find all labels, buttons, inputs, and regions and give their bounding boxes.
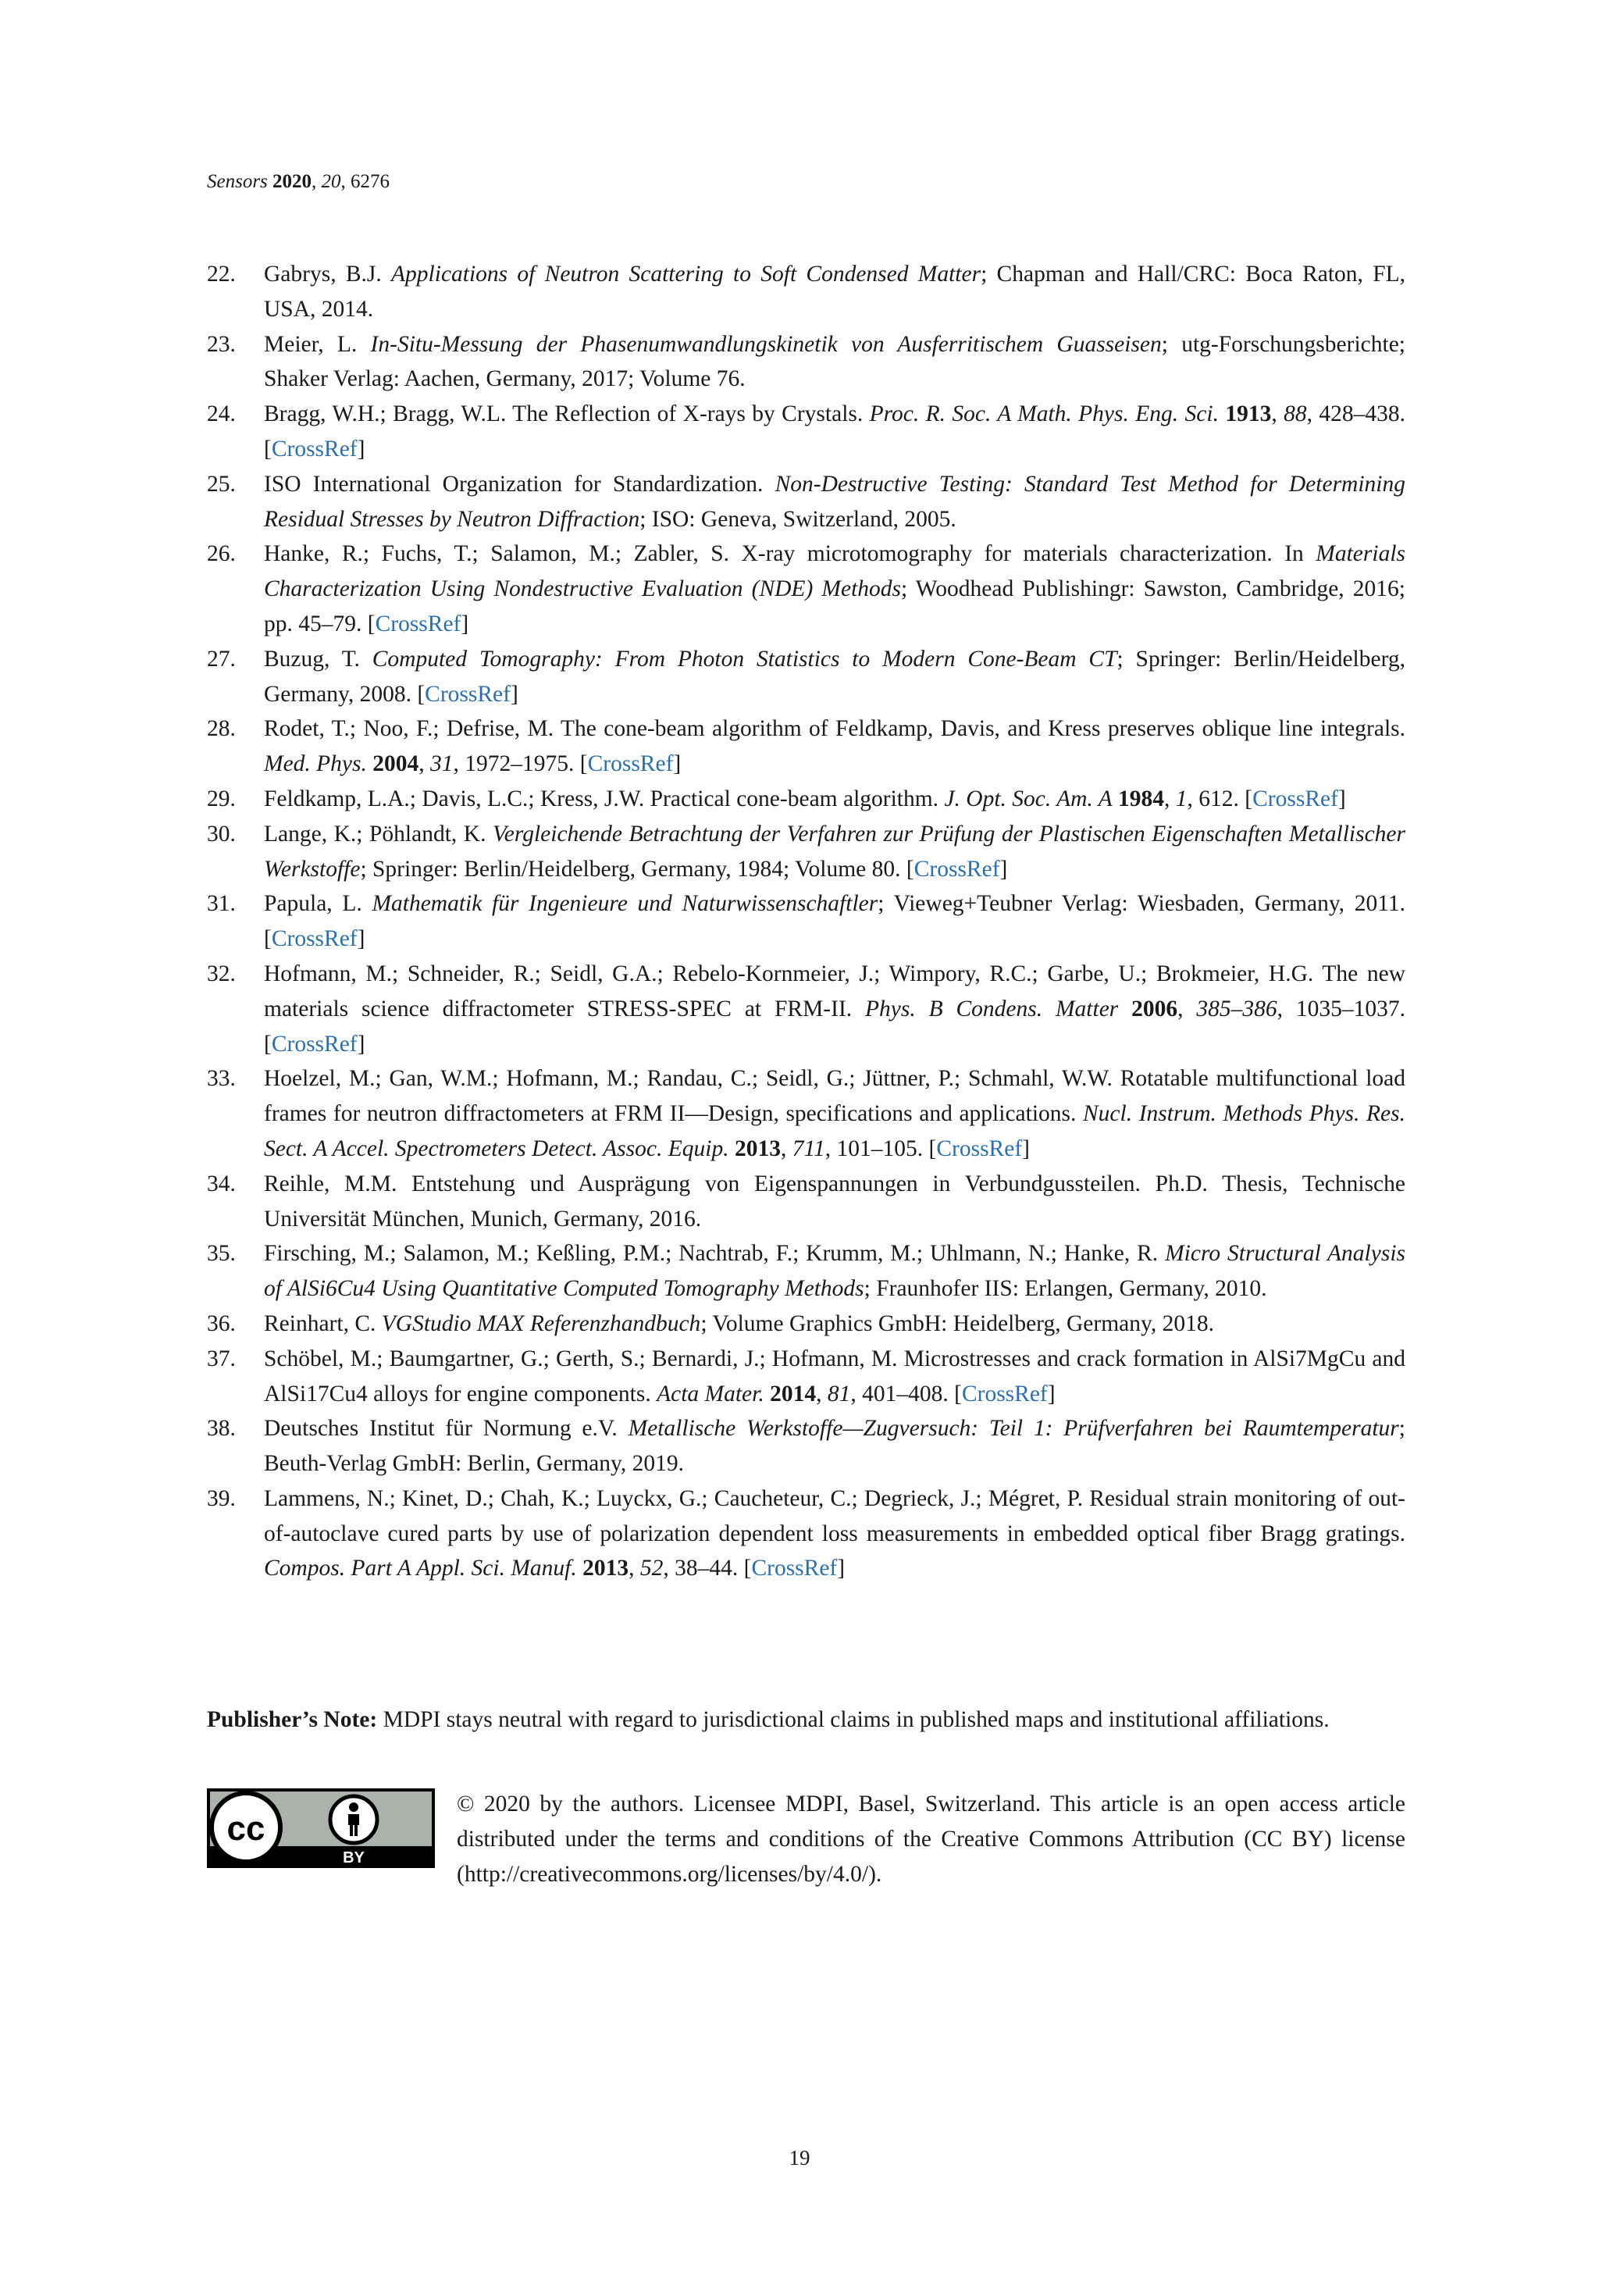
reference-year: 2014 [770, 1381, 817, 1406]
reference-title-italic: Computed Tomography: From Photon Statistics to Modern Cone-Beam CT [372, 646, 1117, 672]
reference-item [207, 957, 1405, 1061]
reference-text: , 101–105. [ [824, 1136, 937, 1161]
reference-item [207, 1167, 1405, 1237]
reference-text: ] [510, 681, 518, 707]
reference-text: Reinhart, C. [264, 1310, 382, 1336]
reference-title-italic: 81 [827, 1381, 851, 1406]
reference-title-italic: 385–386 [1196, 996, 1277, 1021]
reference-title-italic: Proc. R. Soc. A Math. Phys. Eng. Sci. [869, 401, 1219, 427]
reference-text: Papula, L. [264, 891, 372, 917]
reference-text: Reihle, M.M. Entstehung und Ausprägung von Eigenspannungen in Verbundgussteilen. Ph.D. Thesis, Technische Universität München, Munich, Germany, 2016. [264, 1171, 1405, 1232]
reference-text: Rodet, T.; Noo, F.; Defrise, M. The cone-beam algorithm of Feldkamp, Davis, and Kress preserves oblique line integrals. [264, 716, 1405, 742]
reference-text: Hanke, R.; Fuchs, T.; Salamon, M.; Zabler, S. X-ray microtomography for materials characterization. In [264, 541, 1316, 567]
reference-title-italic: Nucl. Instrum. Methods Phys. Res. Sect. A Accel. Spectrometers Detect. Assoc. Equip. [264, 1101, 1405, 1161]
reference-text: Schöbel, M.; Baumgartner, G.; Gerth, S.; Bernardi, J.; Hofmann, M. Microstresses and crack formation in AlSi7MgCu and AlSi17Cu4 alloys for engine components. [264, 1346, 1405, 1406]
reference-text: Firsching, M.; Salamon, M.; Keßling, P.M.; Nachtrab, F.; Krumm, M.; Uhlmann, N.; Hanke, R. [264, 1241, 1166, 1267]
reference-title-italic: Mathematik für Ingenieure und Naturwissenschaftler [372, 891, 878, 917]
reference-item [207, 711, 1405, 782]
reference-text: Gabrys, B.J. [264, 262, 392, 287]
reference-item [207, 257, 1405, 327]
reference-text: , 1035–1037. [ [264, 996, 1406, 1057]
reference-item [207, 886, 1405, 957]
reference-number: 39. [207, 1485, 236, 1511]
reference-number: 29. [207, 786, 236, 811]
reference-title-italic: Compos. Part A Appl. Sci. Manuf. [264, 1556, 577, 1581]
reference-text: ] [461, 611, 469, 636]
reference-text: ; Chapman and Hall/CRC: Boca Raton, FL, USA, 2014. [264, 262, 1406, 322]
reference-text [1113, 786, 1118, 811]
creative-commons-by-icon[interactable] [207, 1788, 435, 1868]
reference-year: 1984 [1118, 786, 1165, 811]
reference-text: , [1164, 786, 1176, 811]
reference-number: 30. [207, 821, 236, 847]
reference-text: Feldkamp, L.A.; Davis, L.C.; Kress, J.W. Practical cone-beam algorithm. [264, 786, 945, 811]
reference-number: 38. [207, 1416, 236, 1442]
publisher-note [207, 1706, 1405, 1734]
reference-title-italic: Non-Destructive Testing: Standard Test Method for Determining Residual Stresses by Neutron Diffraction [264, 471, 1405, 532]
reference-text: , [629, 1556, 640, 1581]
reference-text: , 38–44. [ [663, 1556, 752, 1581]
reference-year: 1913 [1225, 401, 1272, 427]
reference-title-italic: Applications of Neutron Scattering to Soft Condensed Matter [391, 262, 981, 287]
reference-text: ] [1337, 786, 1346, 811]
reference-title-italic: Phys. B Condens. Matter [865, 996, 1119, 1021]
reference-text: ] [357, 926, 365, 952]
crossref-link[interactable]: CrossRef [375, 611, 461, 636]
reference-year: 2006 [1131, 996, 1178, 1021]
reference-text [729, 1136, 735, 1161]
reference-item [207, 537, 1405, 641]
reference-text: , 612. [ [1187, 786, 1253, 811]
reference-title-italic: Metallische Werkstoffe—Zugversuch: Teil 1: Prüfverfahren bei Raumtemperatur [628, 1416, 1399, 1442]
reference-text: ; Fraunhofer IIS: Erlangen, Germany, 2010. [864, 1276, 1267, 1302]
reference-title-italic: Med. Phys. [264, 751, 367, 777]
reference-text: Hofmann, M.; Schneider, R.; Seidl, G.A.; Rebelo-Kornmeier, J.; Wimpory, R.C.; Garbe, U.; Brokmeier, H.G. The new materials science diffractometer STRESS-SPEC at FRM-II. [264, 961, 1405, 1021]
reference-text: ; Volume Graphics GmbH: Heidelberg, Germany, 2018. [700, 1310, 1214, 1336]
reference-title-italic: VGStudio MAX Referenzhandbuch [381, 1310, 701, 1336]
reference-number: 34. [207, 1171, 236, 1196]
reference-item [207, 467, 1405, 537]
reference-text: Lange, K.; Pöhlandt, K. [264, 821, 493, 847]
reference-number: 36. [207, 1310, 236, 1336]
article-number: 6276 [351, 171, 390, 192]
reference-item [207, 1061, 1405, 1166]
reference-title-italic: Acta Mater. [657, 1381, 764, 1406]
reference-text: ISO International Organization for Standardization. [264, 471, 775, 497]
crossref-link[interactable]: CrossRef [961, 1381, 1048, 1406]
running-header: Sensors 2020, 20, 6276 [207, 171, 390, 192]
reference-title-italic: 31 [430, 751, 454, 777]
reference-text: ] [673, 751, 682, 777]
reference-year: 2004 [372, 751, 419, 777]
reference-item [207, 327, 1405, 398]
reference-number: 24. [207, 401, 236, 427]
reference-number: 37. [207, 1346, 236, 1371]
reference-text: ; utg-Forschungsberichte; Shaker Verlag: Aachen, Germany, 2017; Volume 76. [264, 331, 1405, 392]
cc-text: cc [226, 1809, 265, 1848]
reference-title-italic: In-Situ-Messung der Phasenumwandlungskinetik von Ausferritischem Guasseisen [370, 331, 1162, 357]
reference-text: , [1177, 996, 1197, 1021]
reference-number: 25. [207, 471, 236, 497]
reference-number: 31. [207, 891, 236, 917]
reference-title-italic: J. Opt. Soc. Am. A [944, 786, 1113, 811]
reference-list [207, 257, 1405, 1586]
reference-text: Hoelzel, M.; Gan, W.M.; Hofmann, M.; Randau, C.; Seidl, G.; Jüttner, P.; Schmahl, W.W. Rotatable multifunctional load frames for neutron diffractometers at FRM II—Design, specifications and applications. [264, 1066, 1405, 1127]
reference-text [577, 1556, 582, 1581]
reference-text: Lammens, N.; Kinet, D.; Chah, K.; Luyckx, G.; Caucheteur, C.; Degrieck, J.; Mégret, P. Residual strain monitoring of out-of-autoclave cured parts by use of polarization dependent loss measurements in embedded optical fiber Bragg gratings. [264, 1485, 1405, 1546]
journal-year: 2020 [272, 171, 312, 192]
reference-text: , [816, 1381, 828, 1406]
cc-by-badge-graphic [207, 1788, 435, 1868]
reference-text: ; Beuth-Verlag GmbH: Berlin, Germany, 2019. [264, 1416, 1405, 1477]
crossref-link[interactable]: CrossRef [271, 436, 358, 462]
reference-item [207, 1307, 1405, 1342]
crossref-link[interactable]: CrossRef [913, 856, 1000, 882]
reference-text: ] [837, 1556, 846, 1581]
reference-number: 32. [207, 961, 236, 986]
crossref-link[interactable]: CrossRef [271, 1031, 358, 1057]
reference-item [207, 1411, 1405, 1481]
reference-number: 22. [207, 262, 236, 287]
reference-text: , 428–438. [ [264, 401, 1406, 462]
page-number: 19 [789, 2146, 810, 2169]
crossref-link[interactable]: CrossRef [587, 751, 674, 777]
reference-text: ; Springer: Berlin/Heidelberg, Germany, 2008. [ [264, 646, 1405, 707]
crossref-link[interactable]: CrossRef [936, 1136, 1023, 1161]
reference-number: 35. [207, 1241, 236, 1267]
reference-number: 28. [207, 716, 236, 742]
reference-title-italic: Materials Characterization Using Nondestructive Evaluation (NDE) Methods [264, 541, 1405, 602]
reference-number: 23. [207, 331, 236, 357]
reference-text: ] [1022, 1136, 1030, 1161]
reference-text: ; ISO: Geneva, Switzerland, 2005. [639, 506, 956, 532]
journal-volume: 20 [321, 171, 341, 192]
reference-number: 27. [207, 646, 236, 672]
reference-year: 2013 [734, 1136, 781, 1161]
reference-item [207, 397, 1405, 467]
journal-name: Sensors [207, 171, 268, 192]
reference-title-italic: Micro Structural Analysis of AlSi6Cu4 Using Quantitative Computed Tomography Methods [264, 1241, 1405, 1302]
crossref-link[interactable]: CrossRef [425, 681, 511, 707]
reference-text: , [418, 751, 431, 777]
license-text: © 2020 by the authors. Licensee MDPI, Basel, Switzerland. This article is an open access article distributed under the terms and conditions of the Creative Commons Attribution (CC BY) license (http://creativecommons.org/licenses/by/4.0/). [457, 1792, 1405, 1887]
reference-title-italic: 88 [1284, 401, 1307, 427]
reference-text: Meier, L. [264, 331, 371, 357]
reference-text: ] [357, 1031, 365, 1057]
reference-item [207, 782, 1405, 817]
crossref-link[interactable]: CrossRef [271, 926, 358, 952]
reference-title-italic: 1 [1175, 786, 1188, 811]
reference-text: Buzug, T. [264, 646, 372, 672]
reference-item [207, 1342, 1405, 1412]
reference-title-italic: 711 [792, 1136, 825, 1161]
publisher-note-label: Publisher’s Note: [207, 1707, 378, 1732]
reference-text: , 1972–1975. [ [453, 751, 588, 777]
reference-number: 26. [207, 541, 236, 567]
reference-text [764, 1382, 770, 1406]
reference-text: Bragg, W.H.; Bragg, W.L. The Reflection of X-rays by Crystals. [264, 401, 870, 427]
crossref-link[interactable]: CrossRef [751, 1556, 838, 1581]
reference-year: 2013 [582, 1556, 629, 1581]
reference-text: ; Woodhead Publishingr: Sawston, Cambridge, 2016; pp. 45–79. [ [264, 576, 1405, 636]
reference-title-italic: 52 [639, 1556, 664, 1581]
reference-text: , [780, 1136, 792, 1161]
reference-title-italic: Vergleichende Betrachtung der Verfahren zur Prüfung der Plastischen Eigenschaften Metallischer Werkstoffe [264, 821, 1405, 882]
reference-text: , 401–408. [ [850, 1381, 962, 1406]
reference-text: ] [1047, 1381, 1056, 1406]
reference-text [1118, 996, 1131, 1021]
reference-text: Deutsches Institut für Normung e.V. [264, 1416, 629, 1442]
reference-text: , [1271, 401, 1284, 427]
reference-text: ; Springer: Berlin/Heidelberg, Germany, 1984; Volume 80. [ [360, 856, 914, 882]
reference-number: 33. [207, 1066, 236, 1092]
reference-item [207, 642, 1405, 712]
crossref-link[interactable]: CrossRef [1252, 786, 1338, 811]
by-text: BY [343, 1849, 365, 1866]
reference-text: ] [999, 856, 1008, 882]
reference-item [207, 817, 1405, 887]
reference-text: ] [357, 436, 365, 462]
reference-item [207, 1236, 1405, 1307]
reference-text: ; Vieweg+Teubner Verlag: Wiesbaden, Germany, 2011. [ [264, 891, 1406, 952]
publisher-note-text: MDPI stays neutral with regard to jurisdictional claims in published maps and institutional affiliations. [377, 1707, 1330, 1732]
reference-item [207, 1481, 1405, 1586]
